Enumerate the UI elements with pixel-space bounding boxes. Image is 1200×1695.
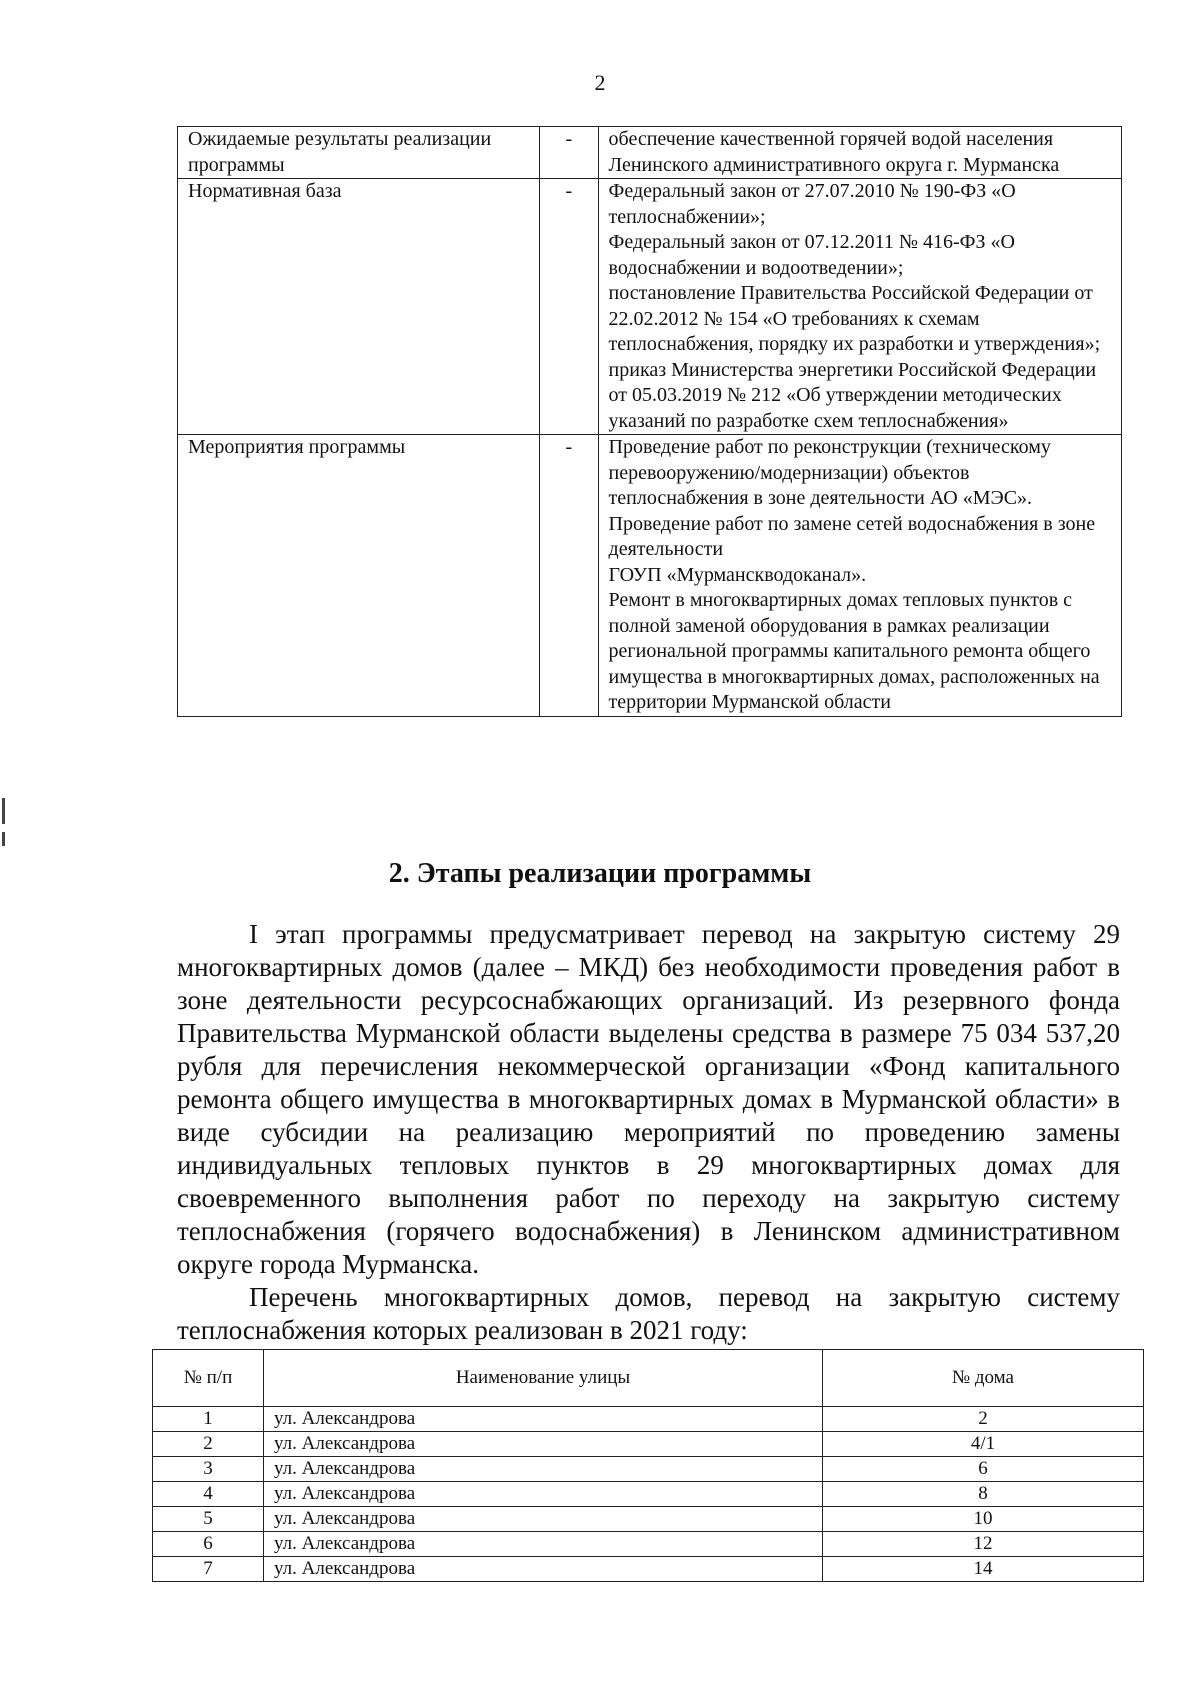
table-row: [153, 1457, 1144, 1482]
header-house: № дома: [823, 1350, 1144, 1407]
row-dash: -: [540, 435, 598, 717]
scan-margin-mark: [2, 798, 5, 824]
cell-number: 2: [153, 1432, 264, 1457]
table-row: [178, 127, 1122, 179]
cell-street: ул. Александрова: [264, 1557, 823, 1582]
cell-street: ул. Александрова: [264, 1457, 823, 1482]
header-street: Наименование улицы: [264, 1350, 823, 1407]
value-line: приказ Министерства энергетики Российской Федерации от 05.03.2019 № 212 «Об утверждении методических указаний по разработке схем теплоснабжения»: [608, 358, 1097, 432]
row-label: Ожидаемые результаты реализации программы: [178, 127, 540, 179]
row-value: [598, 127, 1121, 179]
cell-number: 3: [153, 1457, 264, 1482]
cell-number: 4: [153, 1482, 264, 1507]
row-value: [598, 435, 1121, 717]
paragraph: I этап программы предусматривает перевод на закрытую систему 29 многоквартирных домов (далее – МКД) без необходимости проведения работ в зоне деятельности ресурсоснабжающих организаций. Из резервного фонда Правительства Мурманской области выделены средства в размере 75 034 537,20 рубля для перечисления некоммерческой организации «Фонд капитального ремонта общего имущества в многоквартирных домах в Мурманской области» в виде субсидии на реализацию мероприятий по проведению замены индивидуальных тепловых пунктов в 29 многоквартирных домах для своевременного выполнения работ по переходу на закрытую систему теплоснабжения (горячего водоснабжения) в Ленинском административном округе города Мурманска.: [177, 919, 1120, 1279]
cell-number: 6: [153, 1532, 264, 1557]
cell-house: 14: [823, 1557, 1144, 1582]
page-number: 2: [594, 70, 606, 95]
cell-street: ул. Александрова: [264, 1532, 823, 1557]
table-row: [153, 1407, 1144, 1432]
houses-table: [152, 1349, 1144, 1582]
cell-street: ул. Александрова: [264, 1432, 823, 1457]
cell-house: 2: [823, 1407, 1144, 1432]
table-row: [153, 1532, 1144, 1557]
cell-house: 6: [823, 1457, 1144, 1482]
cell-house: 4/1: [823, 1432, 1144, 1457]
value-line: Проведение работ по реконструкции (техническому перевооружению/модернизации) объектов теплоснабжения в зоне деятельности АО «МЭС».: [608, 436, 1051, 509]
table-row: [153, 1507, 1144, 1532]
table-row: [153, 1557, 1144, 1582]
row-label: Нормативная база: [178, 179, 540, 435]
row-value: [598, 179, 1121, 435]
cell-street: ул. Александрова: [264, 1407, 823, 1432]
section-body: [177, 918, 1120, 1347]
cell-street: ул. Александрова: [264, 1507, 823, 1532]
value-line: Проведение работ по замене сетей водоснабжения в зоне деятельности: [608, 512, 1096, 560]
paragraph: Перечень многоквартирных домов, перевод на закрытую систему теплоснабжения которых реализован в 2021 году:: [177, 1282, 1120, 1345]
cell-house: 10: [823, 1507, 1144, 1532]
table-row: [153, 1482, 1144, 1507]
value-line: Федеральный закон от 07.12.2011 № 416-ФЗ «О водоснабжении и водоотведении»;: [608, 231, 1015, 279]
header-number: № п/п: [153, 1350, 264, 1407]
row-label: Мероприятия программы: [178, 435, 540, 717]
value-line: ГОУП «Мурманскводоканал».: [608, 563, 867, 586]
cell-number: 1: [153, 1407, 264, 1432]
table-header-row: [153, 1350, 1144, 1407]
cell-street: ул. Александрова: [264, 1482, 823, 1507]
section-title: 2. Этапы реализации программы: [388, 858, 812, 889]
value-line: обеспечение качественной горячей водой населения Ленинского административного округа г. Мурманска: [608, 128, 1060, 176]
table-row: [153, 1432, 1144, 1457]
program-info-table: [177, 126, 1122, 717]
row-dash: -: [540, 127, 598, 179]
cell-house: 8: [823, 1482, 1144, 1507]
cell-number: 5: [153, 1507, 264, 1532]
table-row: [178, 435, 1122, 717]
value-line: Ремонт в многоквартирных домах тепловых пунктов с полной заменой оборудования в рамках реализации региональной программы капитального ремонта общего имущества в многоквартирных домах, расположенных на территории Мурманской области: [608, 589, 1100, 713]
value-line: Федеральный закон от 27.07.2010 № 190-ФЗ «О теплоснабжении»;: [608, 180, 1016, 228]
cell-number: 7: [153, 1557, 264, 1582]
table-row: [178, 179, 1122, 435]
row-dash: -: [540, 179, 598, 435]
cell-house: 12: [823, 1532, 1144, 1557]
value-line: постановление Правительства Российской Федерации от 22.02.2012 № 154 «О требованиях к схемам теплоснабжения, порядку их разработки и утверждения»;: [608, 282, 1101, 355]
scan-margin-mark: [2, 832, 5, 846]
